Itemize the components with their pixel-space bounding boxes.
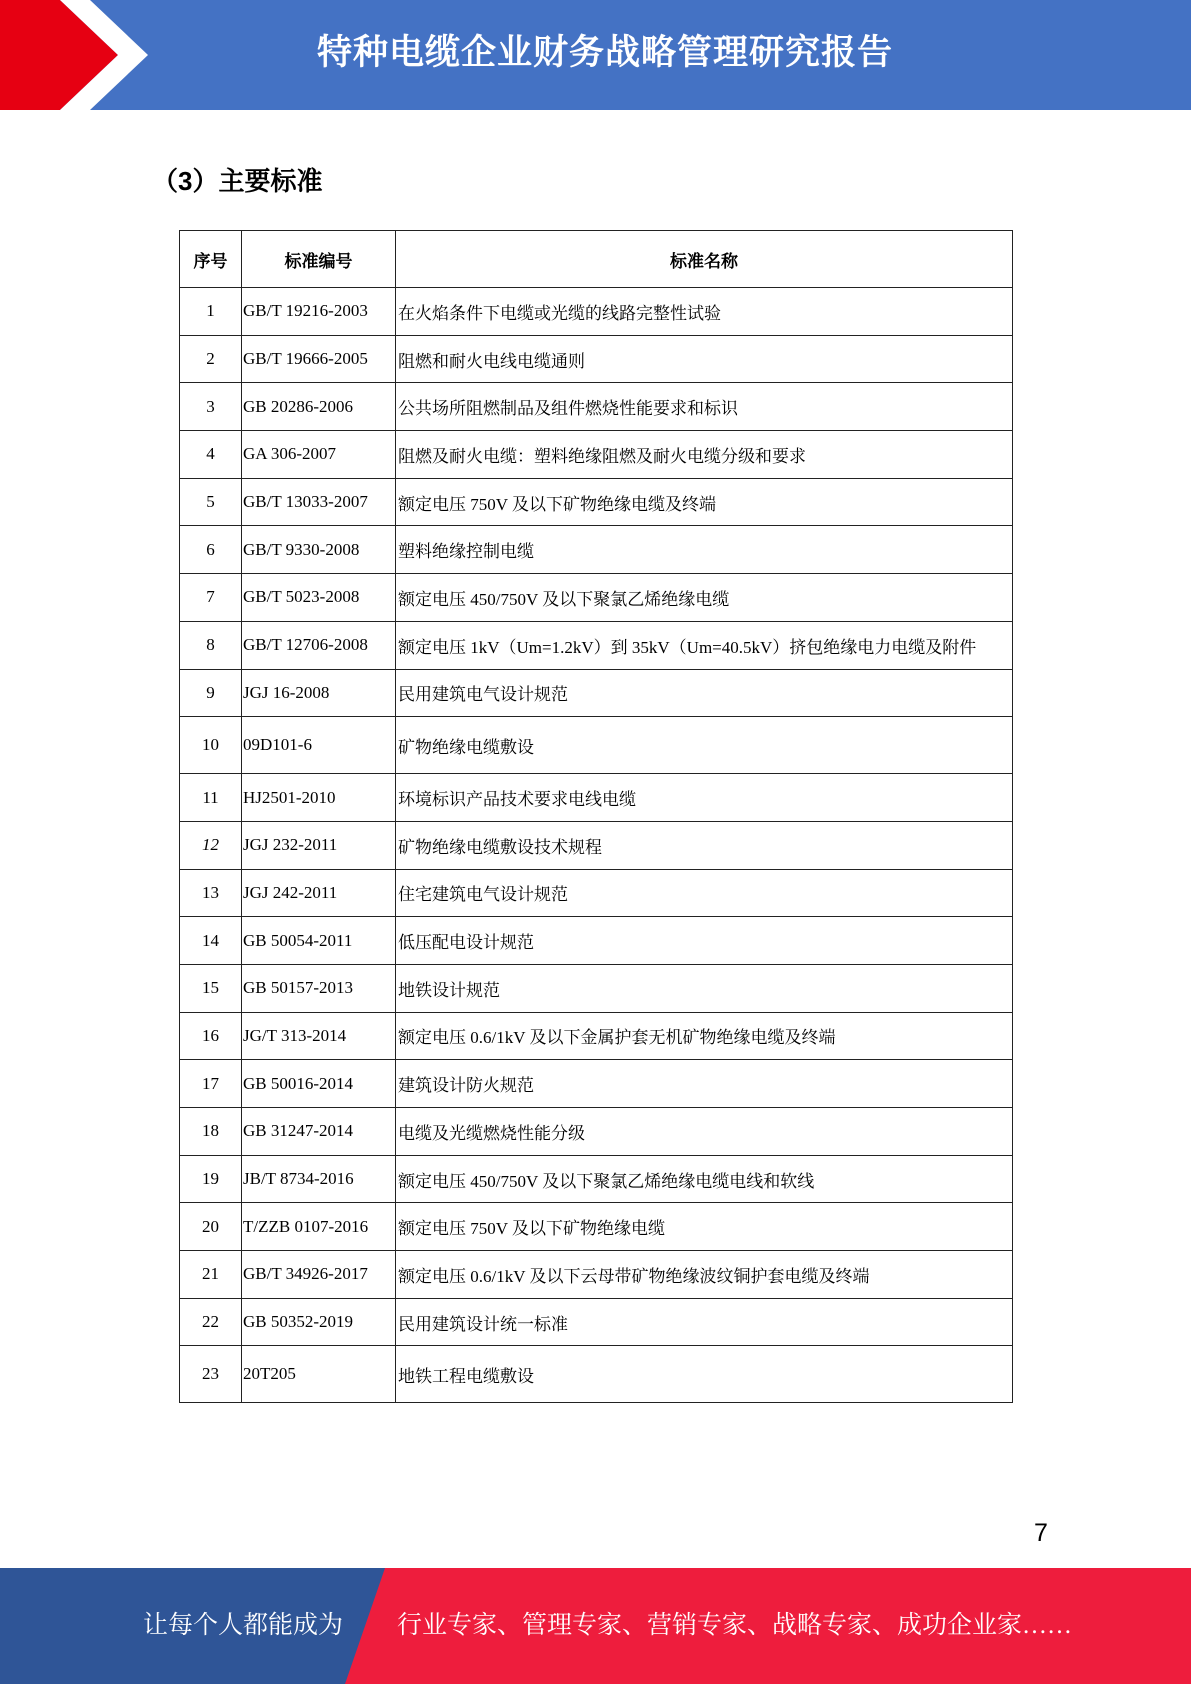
column-header-number: 序号 <box>180 231 242 288</box>
standard-name: 矿物绝缘电缆敷设技术规程 <box>396 821 1013 869</box>
standard-code: JGJ 232-2011 <box>242 821 396 869</box>
table-row <box>180 917 1013 965</box>
table-row <box>180 383 1013 431</box>
section-heading: （3）主要标准 <box>152 166 323 196</box>
standard-code: 20T205 <box>242 1346 396 1403</box>
row-number: 11 <box>180 774 242 822</box>
table-row <box>180 1251 1013 1299</box>
standard-name: 民用建筑设计统一标准 <box>396 1298 1013 1346</box>
standard-code: JG/T 313-2014 <box>242 1012 396 1060</box>
standard-code: HJ2501-2010 <box>242 774 396 822</box>
table-row <box>180 964 1013 1012</box>
standard-name: 住宅建筑电气设计规范 <box>396 869 1013 917</box>
report-title: 特种电缆企业财务战略管理研究报告 <box>316 33 893 72</box>
standard-name: 额定电压 750V 及以下矿物绝缘电缆及终端 <box>396 478 1013 526</box>
standard-code: GB 31247-2014 <box>242 1108 396 1156</box>
standard-name: 民用建筑电气设计规范 <box>396 669 1013 717</box>
row-number: 6 <box>180 526 242 574</box>
standard-code: GB/T 19216-2003 <box>242 288 396 336</box>
standard-code: GB 50352-2019 <box>242 1298 396 1346</box>
footer-slogan-right: 行业专家、管理专家、营销专家、战略专家、成功企业家…… <box>397 1612 1073 1639</box>
row-number: 13 <box>180 869 242 917</box>
row-number: 3 <box>180 383 242 431</box>
row-number: 9 <box>180 669 242 717</box>
row-number: 20 <box>180 1203 242 1251</box>
row-number: 10 <box>180 717 242 774</box>
row-number: 22 <box>180 1298 242 1346</box>
standard-name: 环境标识产品技术要求电线电缆 <box>396 774 1013 822</box>
row-number: 19 <box>180 1155 242 1203</box>
row-number: 18 <box>180 1108 242 1156</box>
table-row <box>180 621 1013 669</box>
row-number: 15 <box>180 964 242 1012</box>
standard-name: 地铁设计规范 <box>396 964 1013 1012</box>
table-row <box>180 1155 1013 1203</box>
standard-code: GB 20286-2006 <box>242 383 396 431</box>
row-number: 1 <box>180 288 242 336</box>
standard-code: GB/T 13033-2007 <box>242 478 396 526</box>
table-header-row <box>180 231 1013 288</box>
row-number: 16 <box>180 1012 242 1060</box>
page-footer <box>0 1568 1191 1684</box>
standard-code: GB 50054-2011 <box>242 917 396 965</box>
standard-name: 额定电压 0.6/1kV 及以下云母带矿物绝缘波纹铜护套电缆及终端 <box>396 1251 1013 1299</box>
standard-name: 阻燃和耐火电线电缆通则 <box>396 335 1013 383</box>
table-row <box>180 1298 1013 1346</box>
footer-slogan-left: 让每个人都能成为 <box>143 1612 344 1639</box>
table-row <box>180 821 1013 869</box>
column-header-name: 标准名称 <box>396 231 1013 288</box>
table-row <box>180 1108 1013 1156</box>
standard-name: 电缆及光缆燃烧性能分级 <box>396 1108 1013 1156</box>
table-row <box>180 288 1013 336</box>
standard-code: GB/T 19666-2005 <box>242 335 396 383</box>
standard-code: GB/T 34926-2017 <box>242 1251 396 1299</box>
row-number: 5 <box>180 478 242 526</box>
standard-code: GB 50016-2014 <box>242 1060 396 1108</box>
standard-code: JGJ 16-2008 <box>242 669 396 717</box>
table-row <box>180 574 1013 622</box>
table-row <box>180 478 1013 526</box>
table-row <box>180 1012 1013 1060</box>
table-row <box>180 526 1013 574</box>
standard-name: 塑料绝缘控制电缆 <box>396 526 1013 574</box>
table-row <box>180 1346 1013 1403</box>
column-header-code: 标准编号 <box>242 231 396 288</box>
row-number: 8 <box>180 621 242 669</box>
standard-name: 阻燃及耐火电缆：塑料绝缘阻燃及耐火电缆分级和要求 <box>396 431 1013 479</box>
standard-code: T/ZZB 0107-2016 <box>242 1203 396 1251</box>
standard-name: 额定电压 450/750V 及以下聚氯乙烯绝缘电缆 <box>396 574 1013 622</box>
row-number: 2 <box>180 335 242 383</box>
standard-name: 额定电压 450/750V 及以下聚氯乙烯绝缘电缆电线和软线 <box>396 1155 1013 1203</box>
standard-name: 额定电压 1kV（Um=1.2kV）到 35kV（Um=40.5kV）挤包绝缘电力电缆及附件 <box>396 621 1013 669</box>
table-row <box>180 717 1013 774</box>
row-number: 12 <box>180 821 242 869</box>
row-number: 4 <box>180 431 242 479</box>
standards-table <box>179 230 1013 1403</box>
standard-code: JB/T 8734-2016 <box>242 1155 396 1203</box>
table-row <box>180 774 1013 822</box>
row-number: 23 <box>180 1346 242 1403</box>
standard-name: 地铁工程电缆敷设 <box>396 1346 1013 1403</box>
standard-name: 低压配电设计规范 <box>396 917 1013 965</box>
table-row <box>180 335 1013 383</box>
row-number: 7 <box>180 574 242 622</box>
standard-name: 矿物绝缘电缆敷设 <box>396 717 1013 774</box>
standard-code: GA 306-2007 <box>242 431 396 479</box>
standard-code: JGJ 242-2011 <box>242 869 396 917</box>
row-number: 17 <box>180 1060 242 1108</box>
table-row <box>180 431 1013 479</box>
standard-name: 建筑设计防火规范 <box>396 1060 1013 1108</box>
page-header <box>0 0 1191 110</box>
table-row <box>180 669 1013 717</box>
standard-name: 公共场所阻燃制品及组件燃烧性能要求和标识 <box>396 383 1013 431</box>
standard-code: GB/T 9330-2008 <box>242 526 396 574</box>
standard-code: GB/T 5023-2008 <box>242 574 396 622</box>
page-number: 7 <box>1034 1519 1048 1547</box>
standard-name: 在火焰条件下电缆或光缆的线路完整性试验 <box>396 288 1013 336</box>
standard-code: GB 50157-2013 <box>242 964 396 1012</box>
row-number: 14 <box>180 917 242 965</box>
table-row <box>180 869 1013 917</box>
table-row <box>180 1203 1013 1251</box>
table-row <box>180 1060 1013 1108</box>
standard-name: 额定电压 750V 及以下矿物绝缘电缆 <box>396 1203 1013 1251</box>
standard-name: 额定电压 0.6/1kV 及以下金属护套无机矿物绝缘电缆及终端 <box>396 1012 1013 1060</box>
row-number: 21 <box>180 1251 242 1299</box>
standard-code: 09D101-6 <box>242 717 396 774</box>
standard-code: GB/T 12706-2008 <box>242 621 396 669</box>
